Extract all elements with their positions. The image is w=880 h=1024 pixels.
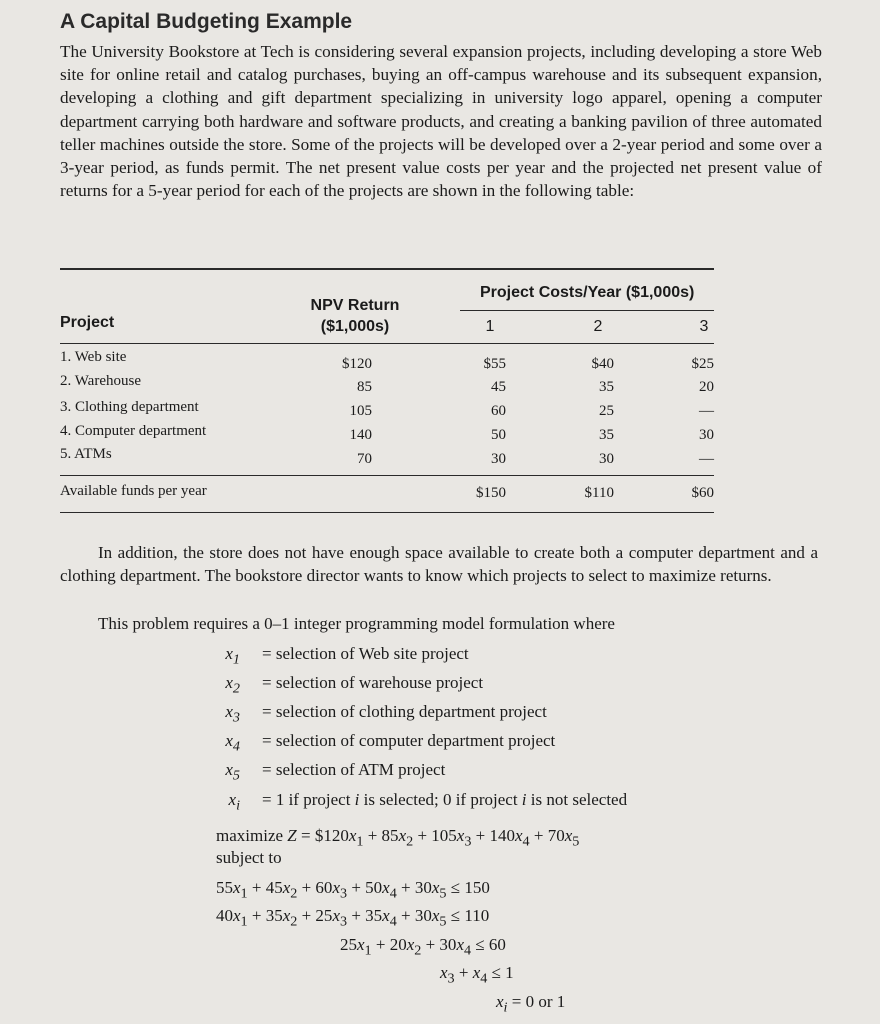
funds-top-rule — [60, 475, 714, 476]
cost-year-1: 50 — [491, 427, 506, 443]
npv-value: 70 — [357, 451, 372, 467]
npv-value: 105 — [349, 403, 372, 419]
project-name: 4. Computer department — [60, 423, 207, 439]
intro-paragraph: The University Bookstore at Tech is considering several expansion projects, including developing a store Web site for online retail and catalog purchases, buying an off-campus warehouse and its subsequent expansion, developing a clothing and gift department specializing in university logo apparel, opening a computer department carrying both hardware and software products, and creating a banking pavilion of three automated teller machines outside the store. Some of the projects will be developed over a 2-year period and some over a 3-year period, as funds permit. The net present value costs per year and the projected net present value of returns for a 5-year period for each of the projects are shown in the following table: — [60, 42, 822, 201]
cost-year-2: 30 — [599, 451, 614, 467]
project-header: Project — [60, 314, 115, 331]
funds-label: Available funds per year — [60, 483, 207, 499]
xi-definition-text: = 1 if project i is selected; 0 if project i is not selected — [262, 790, 628, 809]
year-header-3: 3 — [699, 318, 709, 335]
year-header-1: 1 — [485, 318, 495, 335]
funds-year-3: $60 — [691, 485, 714, 501]
project-name: 2. Warehouse — [60, 373, 141, 389]
cost-year-2: 35 — [599, 379, 614, 395]
variable-symbol: $x_3$ — [225, 702, 240, 726]
npv-header-line1: NPV Return — [310, 297, 400, 314]
constraint-text: In addition, the store does not have enough space available to create both a computer department and a clothing department. The bookstore director wants to know which projects to select to maximize returns. — [60, 543, 818, 585]
binary-constraint: $x_i = 0$ or 1 — [496, 992, 566, 1016]
year-header-2: 2 — [593, 318, 603, 335]
cost-year-2: 35 — [599, 427, 614, 443]
npv-header-line2: ($1,000s) — [320, 318, 390, 335]
table-top-rule — [60, 268, 714, 270]
project-name: 1. Web site — [60, 349, 127, 365]
cost-year-1: 45 — [491, 379, 506, 395]
cost-year-2: 25 — [599, 403, 614, 419]
header-bottom-rule — [60, 343, 714, 344]
funds-year-2: $110 — [584, 485, 614, 501]
cost-year-1: 60 — [491, 403, 506, 419]
constraint-row: $55x_1 + 45x_2 + 60x_3 + 50x_4 + 30x_5 \le 150$ — [216, 878, 490, 902]
constraint-row: $40x_1 + 35x_2 + 25x_3 + 35x_4 + 30x_5 \le 110$ — [216, 906, 490, 930]
definition-text: = selection of Web site project — [262, 644, 469, 663]
constraint-paragraph — [60, 541, 818, 587]
subject-to-label: subject to — [216, 848, 282, 867]
npv-value: 85 — [357, 379, 372, 395]
variable-symbol: $x_5$ — [225, 760, 240, 784]
formulation-intro — [98, 612, 818, 635]
costs-header-rule — [460, 310, 714, 311]
cost-year-3: 20 — [699, 379, 714, 395]
cost-year-1: $55 — [483, 356, 506, 372]
constraint-row: $x_3 + x_4 \le 1$ — [440, 963, 514, 987]
definition-text: = selection of computer department project — [262, 731, 556, 750]
capital-budget-table — [60, 268, 714, 518]
variable-symbol: $x_i$ — [228, 790, 240, 814]
section-heading: A Capital Budgeting Example — [60, 10, 353, 33]
variable-symbol: $x_4$ — [225, 731, 240, 755]
definition-text: = selection of clothing department project — [262, 702, 547, 721]
objective-function: maximize $Z = \$120x_1 + 85x_2 + 105x_3 + 140x_4 + 70x_5$ — [216, 826, 580, 850]
definition-text: = selection of warehouse project — [262, 673, 484, 692]
cost-year-3: $25 — [691, 356, 714, 372]
costs-header: Project Costs/Year ($1,000s) — [480, 284, 695, 301]
funds-year-1: $150 — [476, 485, 506, 501]
project-name: 5. ATMs — [60, 446, 112, 462]
project-name: 3. Clothing department — [60, 399, 199, 415]
npv-value: $120 — [342, 356, 372, 372]
cost-year-2: $40 — [591, 356, 614, 372]
definition-text: = selection of ATM project — [262, 760, 446, 779]
variable-symbol: $x_1$ — [225, 644, 240, 668]
constraint-row: $25x_1 + 20x_2 + 30x_4 \le 60$ — [340, 935, 506, 959]
cost-year-3: — — [699, 451, 714, 467]
npv-value: 140 — [349, 427, 372, 443]
cost-year-1: 30 — [491, 451, 506, 467]
variable-symbol: $x_2$ — [225, 673, 240, 697]
cost-year-3: — — [699, 403, 714, 419]
table-bottom-rule — [60, 512, 714, 513]
formulation-text: This problem requires a 0–1 integer programming model formulation where — [98, 614, 615, 633]
cost-year-3: 30 — [699, 427, 714, 443]
variable-definitions — [216, 644, 676, 824]
